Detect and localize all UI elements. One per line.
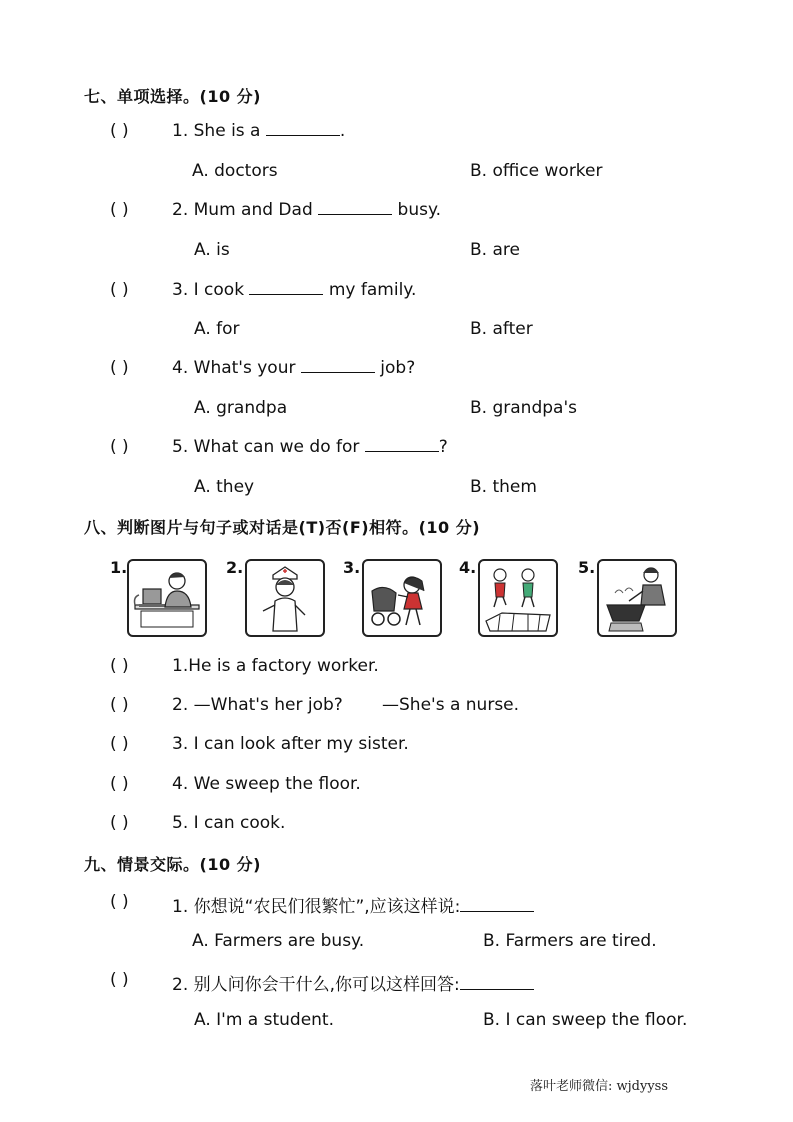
picture-number: 3. [343, 558, 361, 577]
answer-paren[interactable]: ( ) [110, 656, 129, 676]
statement-4 [172, 774, 361, 794]
statement-text: —What's her job? [193, 695, 343, 715]
picture-number: 5. [578, 558, 596, 577]
answer-paren[interactable]: ( ) [110, 358, 129, 378]
question-text-end: my family. [328, 280, 417, 300]
option-a[interactable]: A. Farmers are busy. [192, 931, 365, 951]
picture-number: 2. [226, 558, 244, 577]
statement-5 [172, 813, 285, 833]
question-text: What's your [193, 358, 296, 378]
option-a[interactable]: A. for [194, 319, 240, 339]
nurse-icon [247, 561, 323, 635]
woman-cooking-icon [599, 561, 675, 635]
answer-blank[interactable] [249, 293, 323, 295]
question-number: 2. [172, 975, 189, 995]
option-a[interactable]: A. doctors [192, 161, 278, 181]
question-5 [172, 437, 448, 457]
question-number: 1. [172, 897, 189, 917]
option-a[interactable]: A. grandpa [194, 398, 288, 418]
answer-blank[interactable] [266, 134, 340, 136]
kids-playing-hopscotch-icon [480, 561, 556, 635]
picture-3 [362, 559, 442, 637]
question-text: What can we do for [193, 437, 360, 457]
statement-number: 2. [172, 695, 189, 715]
option-a[interactable]: A. is [194, 240, 230, 260]
answer-paren[interactable]: ( ) [110, 280, 129, 300]
answer-paren[interactable]: ( ) [110, 774, 129, 794]
statement-3 [172, 734, 409, 754]
question-text: 你想说“农民们很繁忙”,应该这样说: [193, 897, 461, 917]
question-2 [172, 200, 441, 220]
statement-text: He is a factory worker. [188, 656, 379, 676]
picture-1 [127, 559, 207, 637]
answer-paren[interactable]: ( ) [110, 813, 129, 833]
question-text-end: job? [380, 358, 416, 378]
question-text: She is a [193, 121, 261, 141]
picture-5 [597, 559, 677, 637]
answer-blank[interactable] [365, 450, 439, 452]
answer-paren[interactable]: ( ) [110, 734, 129, 754]
question-number: 5. [172, 437, 189, 457]
option-b[interactable]: B. them [470, 477, 537, 497]
question-1 [172, 121, 345, 141]
section-9-title: 九、情景交际。(10 分) [84, 855, 261, 874]
statement-2-reply: —She's a nurse. [382, 695, 520, 715]
section-7-title: 七、单项选择。(10 分) [84, 87, 261, 106]
answer-paren[interactable]: ( ) [110, 695, 129, 715]
statement-number: 3. [172, 734, 189, 754]
option-b[interactable]: B. Farmers are tired. [483, 931, 657, 951]
question-4 [172, 358, 415, 378]
man-at-laptop-icon [129, 561, 205, 635]
statement-2 [172, 695, 343, 715]
statement-1 [172, 656, 379, 676]
situation-question-2 [172, 970, 534, 995]
option-b[interactable]: B. are [470, 240, 520, 260]
picture-number: 1. [110, 558, 128, 577]
question-text-end: . [339, 121, 346, 141]
answer-blank[interactable] [460, 910, 534, 912]
question-3 [172, 280, 416, 300]
section-8-title: 八、判断图片与句子或对话是(T)否(F)相符。(10 分) [84, 518, 481, 537]
statement-text: I can look after my sister. [193, 734, 409, 754]
situation-question-1 [172, 892, 534, 917]
picture-2 [245, 559, 325, 637]
statement-number: 5. [172, 813, 189, 833]
answer-paren[interactable]: ( ) [110, 892, 129, 912]
option-b[interactable]: B. after [470, 319, 533, 339]
question-text-end: ? [438, 437, 448, 457]
option-b[interactable]: B. I can sweep the floor. [483, 1010, 688, 1030]
option-b[interactable]: B. office worker [470, 161, 603, 181]
footer-contact: 落叶老师微信: wjdyyss [530, 1079, 669, 1094]
option-a[interactable]: A. they [194, 477, 255, 497]
answer-blank[interactable] [460, 988, 534, 990]
option-b[interactable]: B. grandpa's [470, 398, 577, 418]
statement-text: I can cook. [193, 813, 286, 833]
picture-number: 4. [459, 558, 477, 577]
question-number: 2. [172, 200, 189, 220]
question-text: 别人问你会干什么,你可以这样回答: [193, 975, 460, 995]
question-number: 3. [172, 280, 189, 300]
question-text: I cook [193, 280, 245, 300]
girl-with-baby-stroller-icon [364, 561, 440, 635]
statement-text: We sweep the floor. [193, 774, 361, 794]
answer-blank[interactable] [301, 371, 375, 373]
answer-paren[interactable]: ( ) [110, 970, 129, 990]
statement-number: 1. [172, 656, 189, 676]
question-number: 4. [172, 358, 189, 378]
answer-paren[interactable]: ( ) [110, 121, 129, 141]
answer-blank[interactable] [318, 213, 392, 215]
answer-paren[interactable]: ( ) [110, 200, 129, 220]
question-text-end: busy. [397, 200, 442, 220]
option-a[interactable]: A. I'm a student. [194, 1010, 335, 1030]
answer-paren[interactable]: ( ) [110, 437, 129, 457]
question-text: Mum and Dad [193, 200, 313, 220]
statement-number: 4. [172, 774, 189, 794]
question-number: 1. [172, 121, 189, 141]
picture-4 [478, 559, 558, 637]
